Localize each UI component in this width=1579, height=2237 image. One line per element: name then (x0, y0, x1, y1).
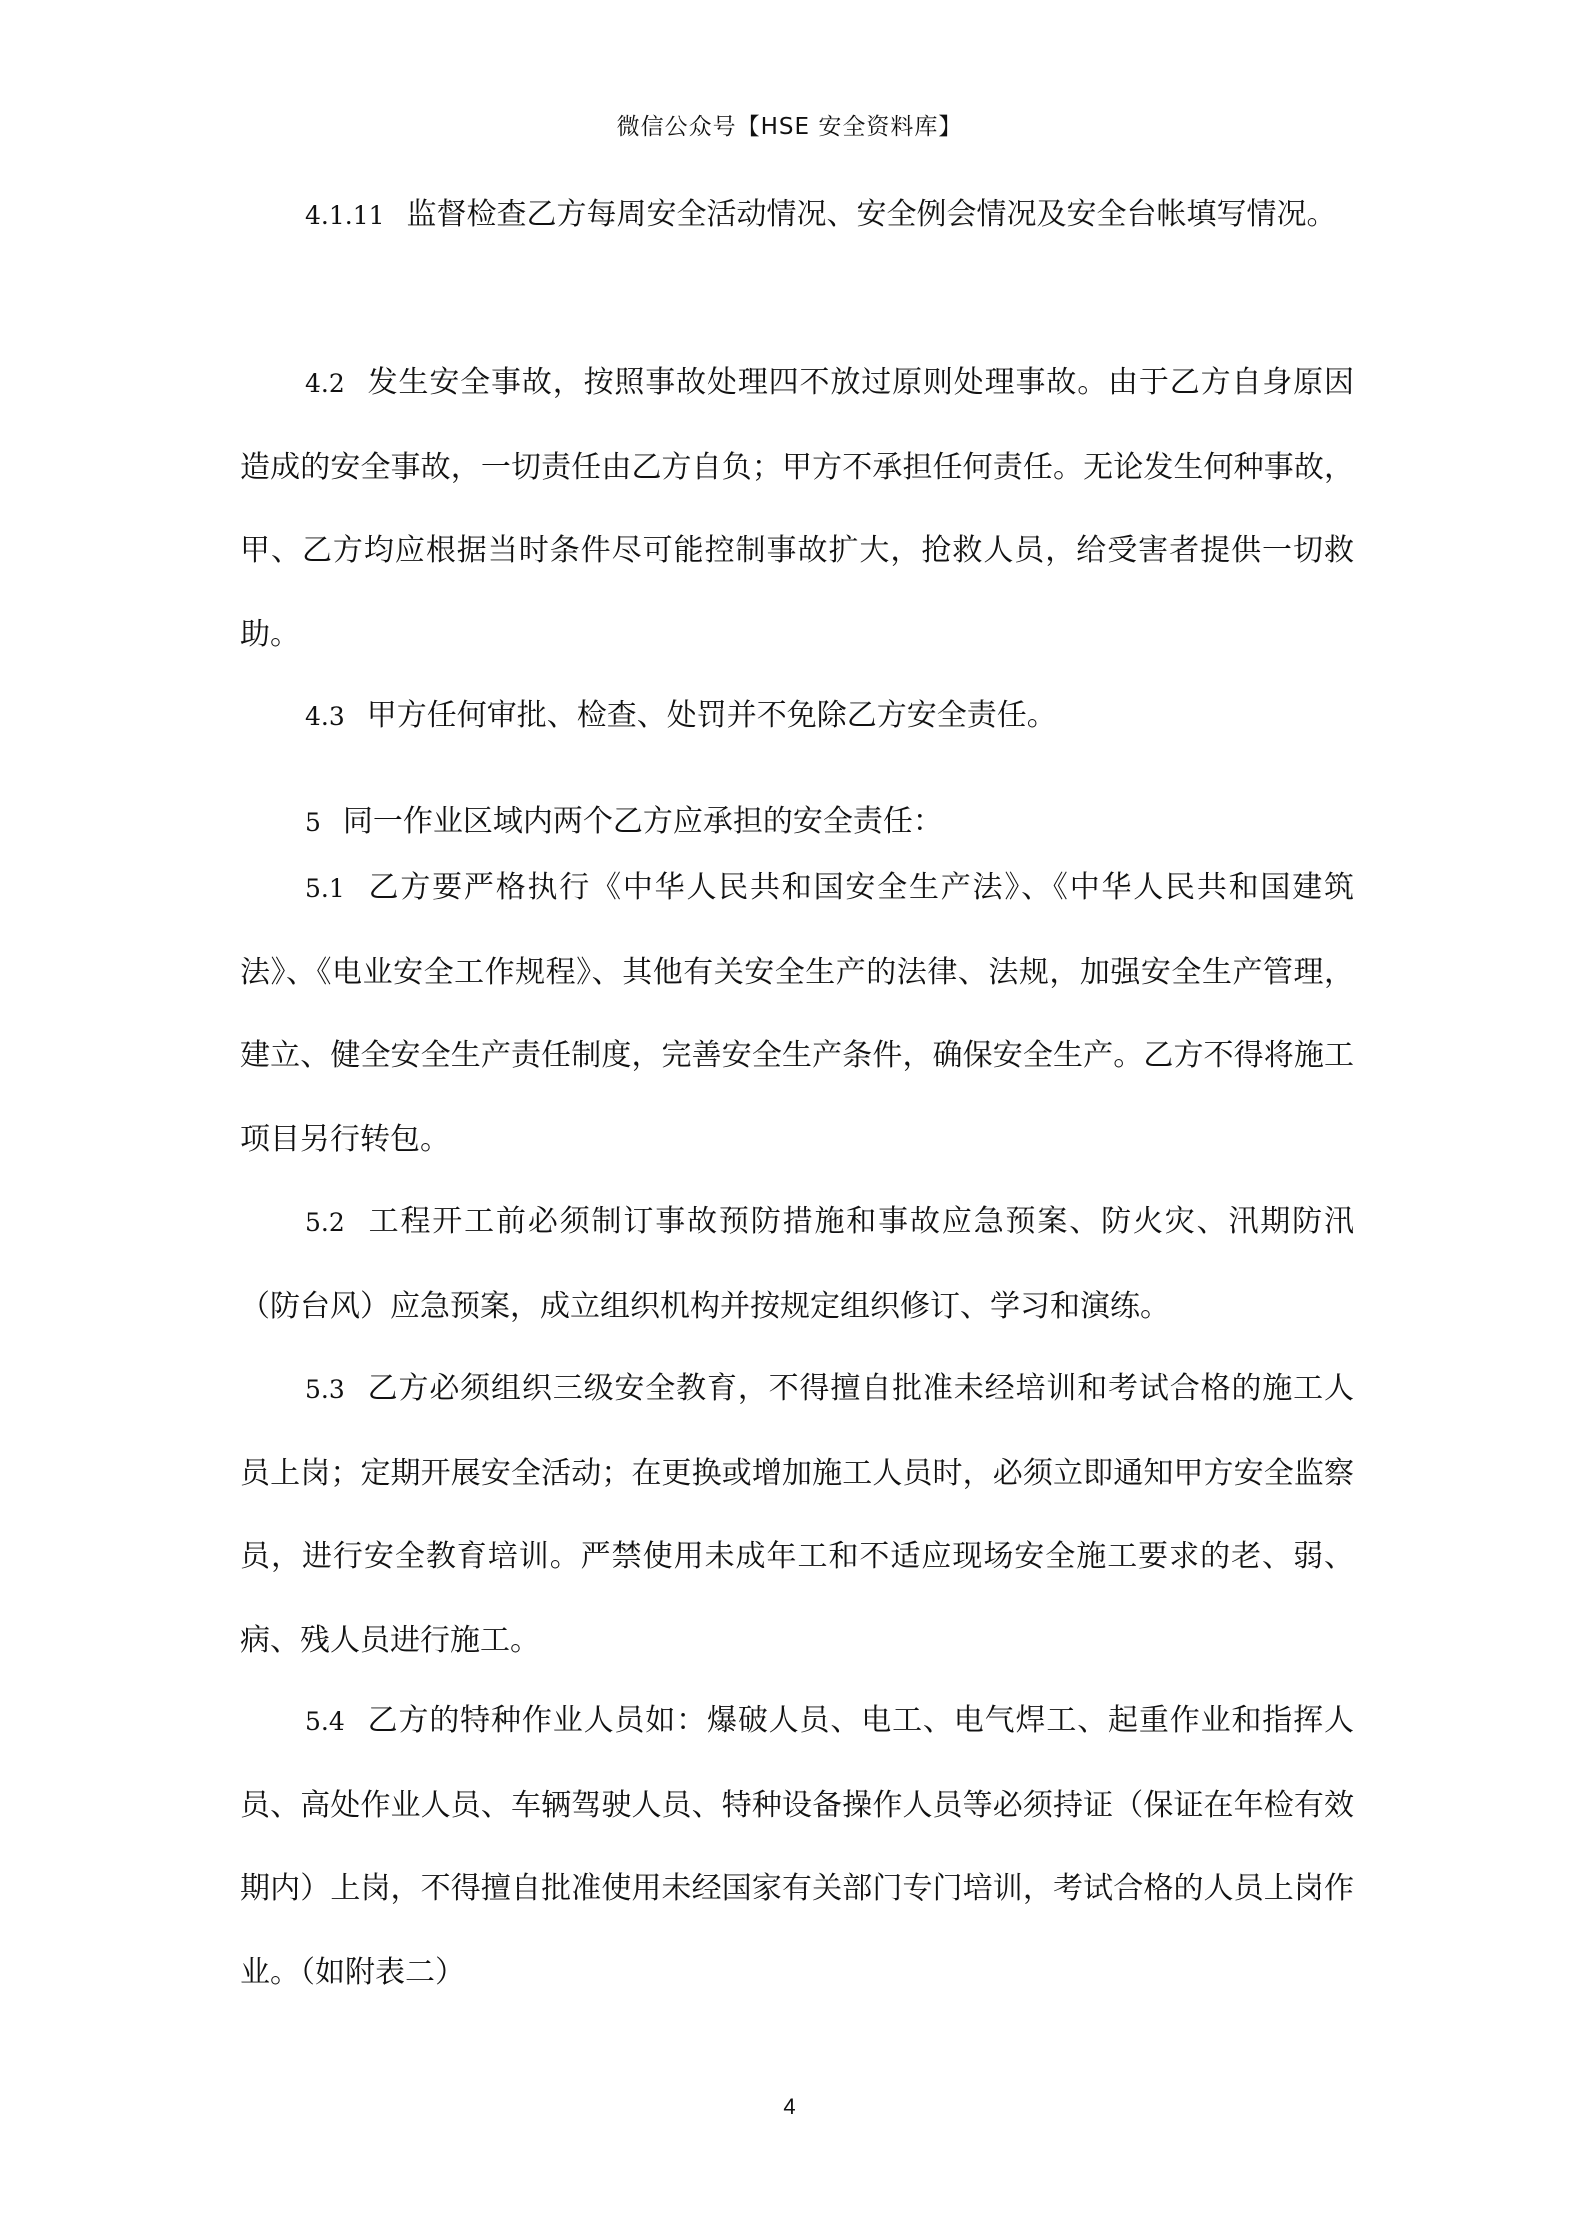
clause-number: 4.3 (305, 702, 345, 731)
clause-text: 工程开工前必须制订事故预防措施和事故应急预案、防火灾、汛期防汛（防台风）应急预案，成立组织机构并按规定组织修订、学习和演练。 (240, 1204, 1354, 1324)
paragraph-5-2 (240, 1180, 1354, 1348)
paragraph-4-3 (240, 674, 1354, 759)
section-text: 同一作业区域内两个乙方应承担的安全责任： (342, 804, 943, 839)
page-header: 微信公众号【HSE 安全资料库】 (616, 114, 963, 140)
clause-text: 甲方任何审批、检查、处罚并不免除乙方安全责任。 (366, 698, 1057, 733)
section-number: 5 (305, 808, 321, 837)
clause-text: 监督检查乙方每周安全活动情况、安全例会情况及安全台帐填写情况。 (406, 197, 1337, 232)
paragraph-5-4 (240, 1679, 1354, 2014)
paragraph-4-2 (240, 341, 1354, 676)
clause-text: 发生安全事故，按照事故处理四不放过原则处理事故。由于乙方自身原因造成的安全事故，一切责任由乙方自负；甲方不承担任何责任。无论发生何种事故，甲、乙方均应根据当时条件尽可能控制事故扩大，抢救人员，给受害者提供一切救助。 (240, 365, 1354, 652)
paragraph-5-1 (240, 846, 1354, 1181)
clause-number: 5.1 (305, 874, 345, 903)
clause-number: 4.1.11 (305, 201, 385, 230)
clause-text: 乙方必须组织三级安全教育，不得擅自批准未经培训和考试合格的施工人员上岗；定期开展安全活动；在更换或增加施工人员时，必须立即通知甲方安全监察员，进行安全教育培训。严禁使用未成年工和不适应现场安全施工要求的老、弱、病、残人员进行施工。 (240, 1371, 1354, 1658)
paragraph-4-1-11 (240, 173, 1354, 258)
clause-text: 乙方要严格执行《中华人民共和国安全生产法》、《中华人民共和国建筑法》、《电业安全工作规程》、其他有关安全生产的法律、法规，加强安全生产管理，建立、健全安全生产责任制度，完善安全生产条件，确保安全生产。乙方不得将施工项目另行转包。 (240, 870, 1354, 1157)
clause-number: 5.2 (305, 1208, 345, 1237)
clause-text: 乙方的特种作业人员如：爆破人员、电工、电气焊工、起重作业和指挥人员、高处作业人员、车辆驾驶人员、特种设备操作人员等必须持证（保证在年检有效期内）上岗，不得擅自批准使用未经国家有关部门专门培训，考试合格的人员上岗作业。（如附表二） (240, 1703, 1354, 1990)
clause-number: 4.2 (305, 369, 345, 398)
clause-number: 5.4 (305, 1707, 345, 1736)
paragraph-5-3 (240, 1347, 1354, 1682)
clause-number: 5.3 (305, 1375, 345, 1404)
page-number: 4 (783, 2094, 796, 2119)
